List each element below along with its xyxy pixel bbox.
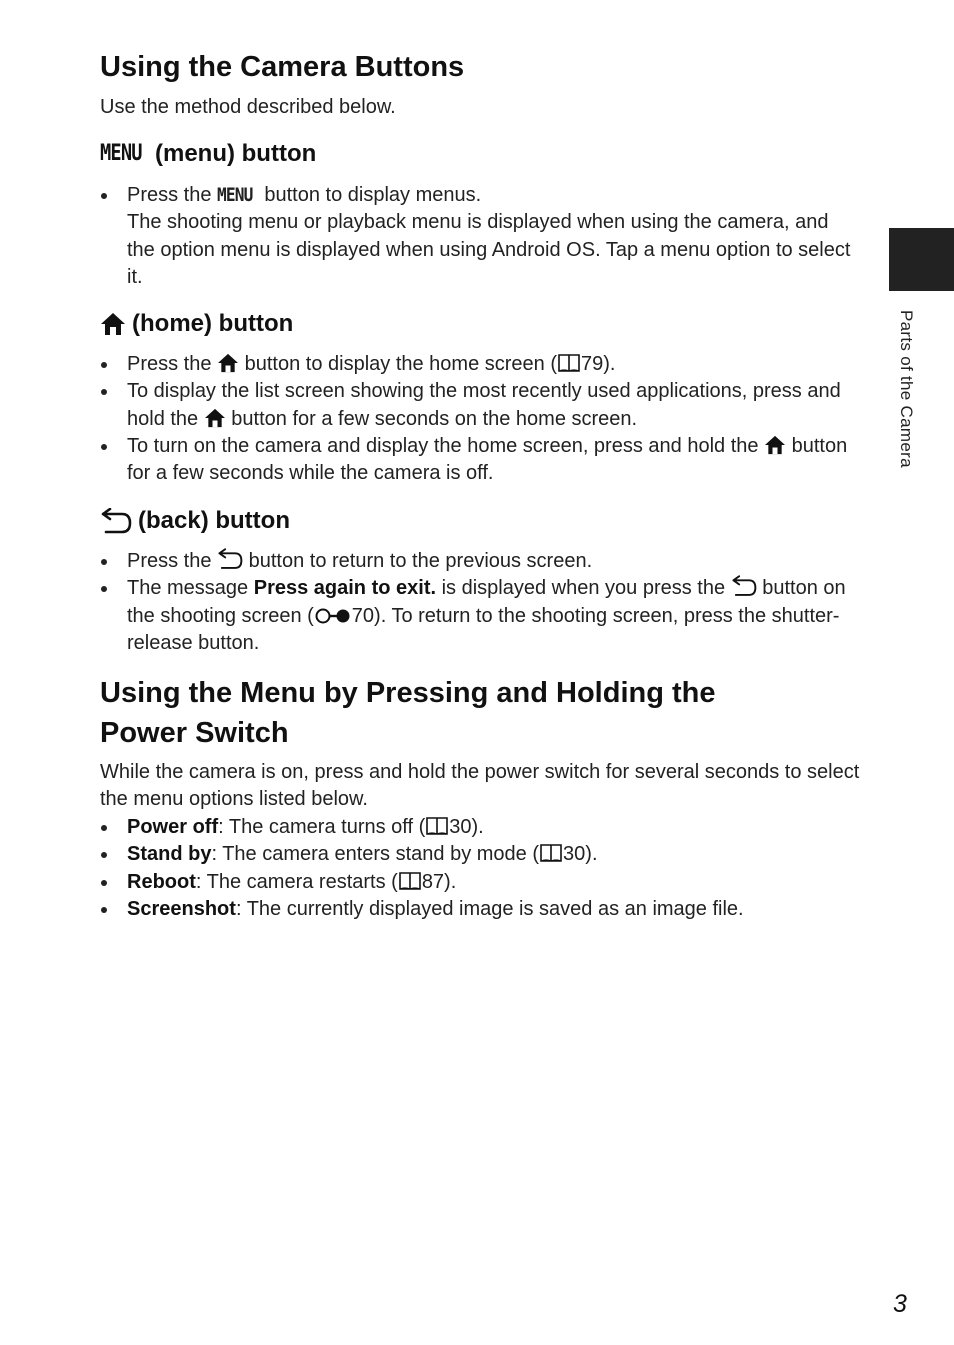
text: button to display menus. xyxy=(264,184,482,206)
book-reference-icon xyxy=(426,816,448,836)
message-text: Press again to exit. xyxy=(253,577,437,600)
list-item xyxy=(100,814,860,841)
text: button for a few seconds while the camera is off. xyxy=(127,434,848,485)
section-intro: Use the method described below. xyxy=(100,96,396,118)
section-title-camera-buttons: Using the Camera Buttons xyxy=(100,51,465,83)
text: : The camera enters stand by mode ( xyxy=(211,843,540,866)
back-button-heading xyxy=(100,506,290,536)
back-icon xyxy=(731,575,757,597)
list-item xyxy=(100,182,860,291)
text: 79). xyxy=(581,353,616,375)
term: Stand by xyxy=(127,843,212,866)
list-item xyxy=(100,896,860,923)
back-icon xyxy=(217,548,243,570)
title-line: Power Switch xyxy=(100,717,289,749)
text: To turn on the camera and display the home screen, press and hold the xyxy=(127,434,759,457)
text: To display the list screen showing the most recently used applications, press and hold the xyxy=(127,380,841,430)
menu-icon: MENU xyxy=(217,184,253,206)
back-button-list xyxy=(100,548,860,657)
power-menu-list xyxy=(100,814,860,923)
text: button on the shooting screen ( xyxy=(127,577,846,627)
menu-button-heading-text: (menu) button xyxy=(154,140,317,167)
book-reference-icon xyxy=(558,353,580,373)
term: Screenshot xyxy=(127,897,236,920)
text: 30). xyxy=(449,816,484,838)
book-reference-icon xyxy=(399,871,421,891)
list-item xyxy=(100,869,860,896)
list-item xyxy=(100,841,860,868)
page-number: 3 xyxy=(893,1290,907,1318)
home-icon xyxy=(100,312,126,336)
home-button-heading xyxy=(100,309,293,339)
text: : The currently displayed image is saved as an image file. xyxy=(235,897,744,920)
text: 30). xyxy=(563,843,598,866)
text: : The camera turns off ( xyxy=(218,816,426,838)
section2-intro: While the camera is on, press and hold the power switch for several seconds to select the menu options listed below. xyxy=(100,761,860,811)
back-button-heading-text: (back) button xyxy=(138,507,290,534)
text: button to display the home screen ( xyxy=(244,353,558,375)
text: The message xyxy=(127,577,249,600)
text: button to return to the previous screen. xyxy=(248,550,593,572)
text: is displayed when you press the xyxy=(441,577,726,600)
list-item xyxy=(100,433,860,488)
home-button-heading-text: (home) button xyxy=(132,310,294,337)
home-icon xyxy=(764,435,786,455)
menu-button-heading xyxy=(100,139,316,169)
text: 70). To return to the shooting screen, press the shutter-release button. xyxy=(127,604,840,654)
menu-icon: MENU xyxy=(100,141,142,166)
home-icon xyxy=(217,353,239,373)
term: Power off xyxy=(127,816,219,838)
menu-button-list xyxy=(100,182,860,291)
home-icon xyxy=(204,408,226,428)
chapter-tab-label: Parts of the Camera xyxy=(897,310,916,468)
text: Press the xyxy=(127,550,212,572)
list-item xyxy=(100,351,860,378)
text: Press the xyxy=(127,353,212,375)
section-title-power-switch xyxy=(100,673,716,753)
text: The shooting menu or playback menu is displayed when using the camera, and the option menu is displayed when using Android OS. Tap a menu option to select it. xyxy=(127,211,851,288)
reference-section-icon xyxy=(315,605,351,625)
list-item xyxy=(100,575,860,657)
text: 87). xyxy=(421,870,457,893)
home-button-list xyxy=(100,351,860,487)
text: : The camera restarts ( xyxy=(195,870,398,893)
text: Press the xyxy=(127,184,212,206)
title-line: Using the Menu by Pressing and Holding the xyxy=(100,677,716,709)
chapter-tab xyxy=(889,228,954,291)
book-reference-icon xyxy=(540,843,562,863)
list-item xyxy=(100,548,860,575)
back-icon xyxy=(100,508,132,534)
term: Reboot xyxy=(127,870,196,893)
list-item xyxy=(100,378,860,433)
text: button for a few seconds on the home screen. xyxy=(231,407,638,430)
